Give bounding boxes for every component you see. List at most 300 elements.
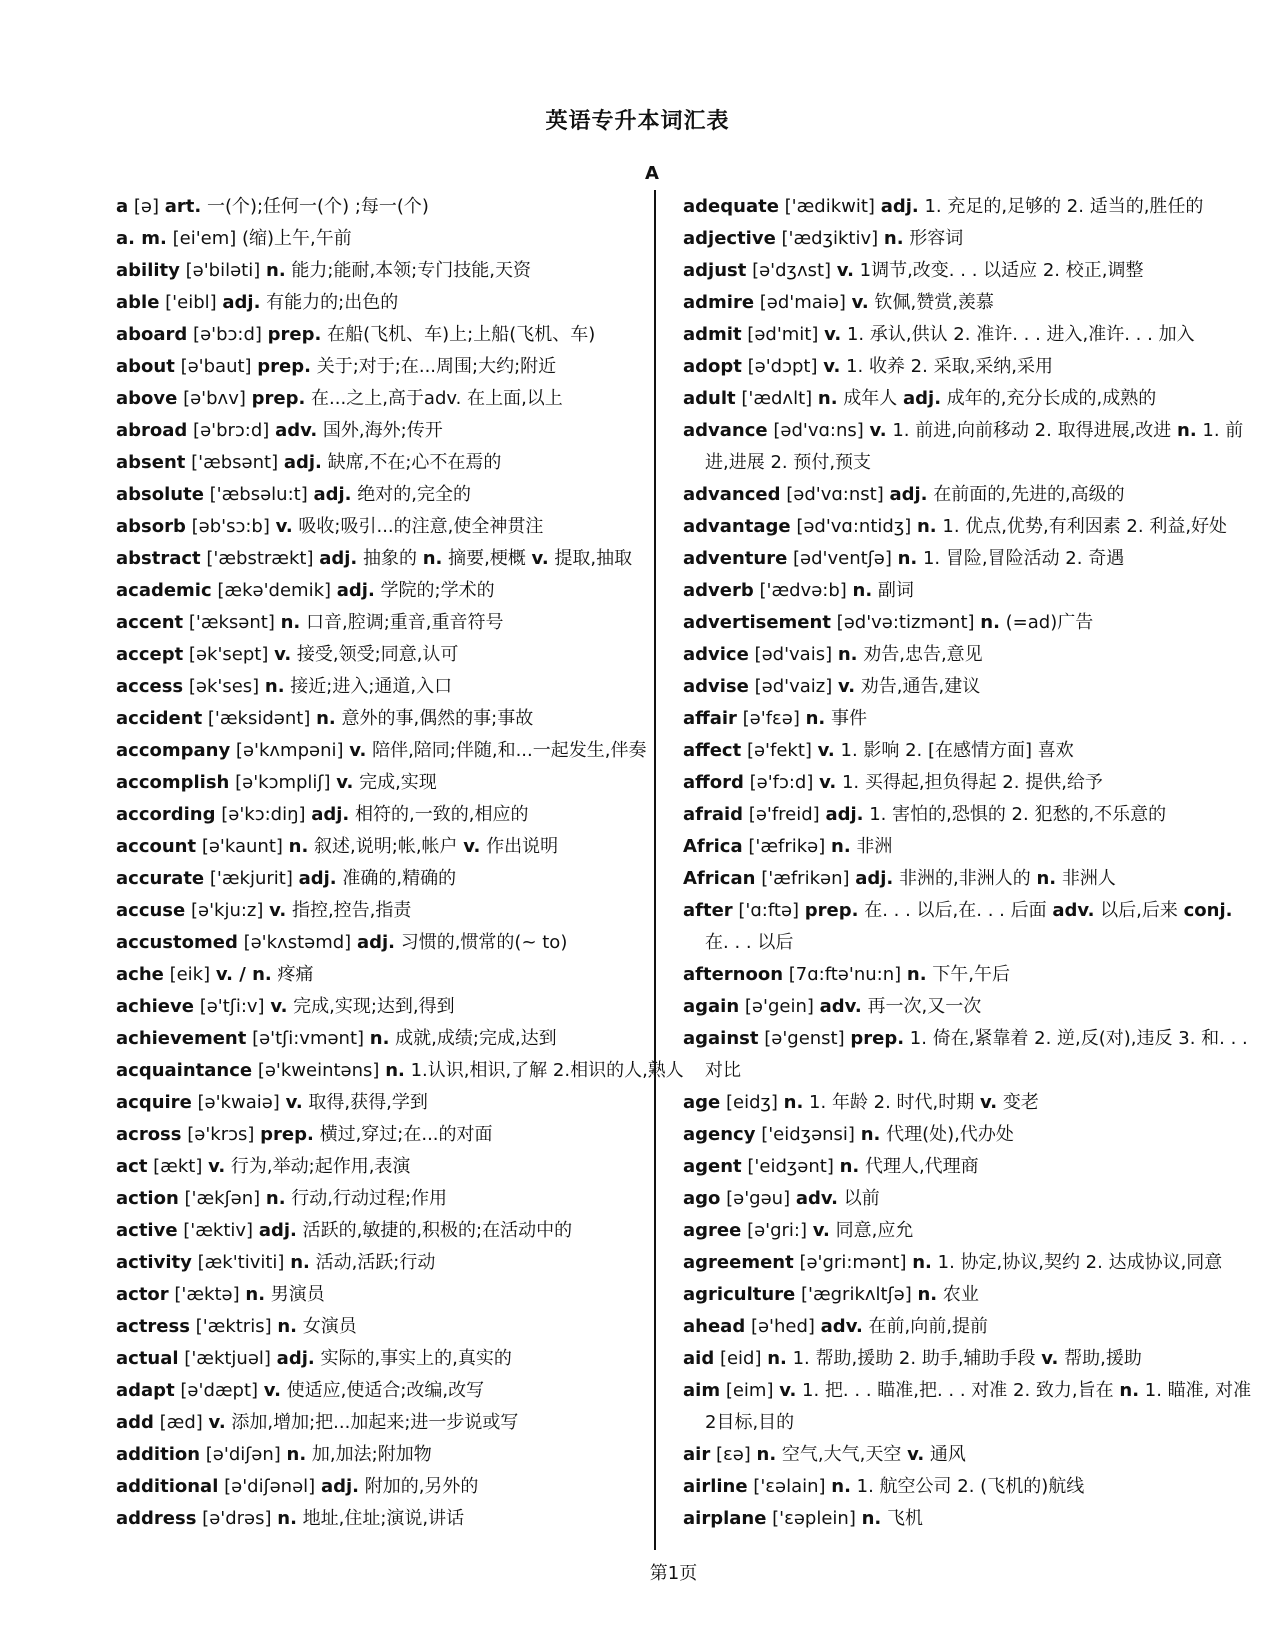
vocab-entry [683, 287, 1253, 319]
entry-word: able [116, 292, 160, 313]
entry-phonetic: [ei'em] [172, 228, 237, 249]
entry-word: again [683, 996, 740, 1017]
entry-definition: prep. 关于;对于;在...周围;大约;附近 [257, 356, 557, 377]
vocab-entry [683, 863, 1253, 895]
entry-word: advise [683, 676, 749, 697]
entry-word: adequate [683, 196, 779, 217]
entry-phonetic: [əd'maiə] [759, 292, 846, 313]
entry-phonetic: [ə'tʃi:vmənt] [252, 1028, 365, 1049]
vocab-entry [116, 735, 656, 767]
entry-phonetic: ['æktjuəl] [184, 1348, 271, 1369]
entry-word: account [116, 836, 197, 857]
entry-definition: n. 形容词 [883, 228, 964, 249]
entry-definition: n. 1. 航空公司 2. (飞机的)航线 [831, 1476, 1085, 1497]
vocab-entry [116, 1279, 656, 1311]
entry-definition: n. 加,加法;附加物 [286, 1444, 432, 1465]
entry-definition: prep. 横过,穿过;在...的对面 [260, 1124, 493, 1145]
entry-word: advance [683, 420, 768, 441]
entry-phonetic: [ə'fekt] [746, 740, 812, 761]
entry-definition: n. 代理(处),代办处 [860, 1124, 1014, 1145]
vocab-entry [683, 1119, 1253, 1151]
entry-word: affair [683, 708, 737, 729]
entry-phonetic: [ækə'demik] [217, 580, 332, 601]
entry-phonetic: [əd'vaiz] [754, 676, 833, 697]
entry-definition: v. 1. 收养 2. 采取,采纳,采用 [823, 356, 1054, 377]
entry-word: affect [683, 740, 742, 761]
entry-word: academic [116, 580, 212, 601]
entry-definition: adj. 缺席,不在;心不在焉的 [283, 452, 502, 473]
entry-phonetic: ['æktə] [174, 1284, 240, 1305]
entry-word: accident [116, 708, 203, 729]
entry-definition: adj. 活跃的,敏捷的,积极的;在活动中的 [258, 1220, 573, 1241]
vocab-entry [683, 671, 1253, 703]
entry-word: according [116, 804, 216, 825]
entry-phonetic: [əd'vɑ:ns] [773, 420, 864, 441]
entry-word: airplane [683, 1508, 767, 1529]
entry-definition: art. 一(个);任何一(个) ;每一(个) [164, 196, 429, 217]
vocab-entry [683, 959, 1253, 991]
entry-definition: v. 1. 影响 2. [在感情方面] 喜欢 [817, 740, 1074, 761]
entry-definition: adj. 1. 害怕的,恐惧的 2. 犯愁的,不乐意的 [825, 804, 1167, 825]
entry-definition: v. 1. 承认,供认 2. 准许. . . 进入,准许. . . 加入 [824, 324, 1195, 345]
entry-word: African [683, 868, 756, 889]
entry-definition: v. 接受,领受;同意,认可 [274, 644, 459, 665]
entry-definition: v. 指控,控告,指责 [269, 900, 412, 921]
entry-definition: n. 1.认识,相识,了解 2.相识的人,熟人 [385, 1060, 684, 1081]
entry-phonetic: [ə'diʃənəl] [224, 1476, 316, 1497]
entry-phonetic: [ə'dɔpt] [747, 356, 818, 377]
entry-phonetic: [ækt] [153, 1156, 203, 1177]
entry-phonetic: [ə'baut] [180, 356, 252, 377]
entry-phonetic: ['æbstrækt] [206, 548, 314, 569]
entry-definition: adj. 习惯的,惯常的(~ to) [356, 932, 568, 953]
entry-definition: n. 代理人,代理商 [839, 1156, 979, 1177]
vocab-entry [116, 671, 656, 703]
entry-definition: n. 活动,活跃;行动 [290, 1252, 436, 1273]
vocab-entry [116, 863, 656, 895]
entry-definition: adj. 学院的;学术的 [336, 580, 495, 601]
vocab-entry [116, 223, 656, 255]
entry-definition: v. 取得,获得,学到 [285, 1092, 428, 1113]
entry-phonetic: ['ædʌlt] [741, 388, 813, 409]
entry-phonetic: [ə'krɔs] [187, 1124, 255, 1145]
entry-definition: n. 飞机 [861, 1508, 923, 1529]
entry-phonetic: ['ædʒiktiv] [781, 228, 879, 249]
entry-word: admit [683, 324, 742, 345]
entry-phonetic: ['eidʒənsi] [761, 1124, 855, 1145]
entry-word: accept [116, 644, 184, 665]
entry-word: abstract [116, 548, 201, 569]
entry-word: advantage [683, 516, 791, 537]
entry-phonetic: [əd'vɑ:ntidʒ] [796, 516, 912, 537]
entry-phonetic: [eid] [719, 1348, 762, 1369]
entry-word: airline [683, 1476, 748, 1497]
entry-phonetic: [ə'tʃi:v] [199, 996, 265, 1017]
entry-definition: adj. 1. 充足的,足够的 2. 适当的,胜任的 [880, 196, 1204, 217]
entry-phonetic: [əd'ventʃə] [793, 548, 892, 569]
entry-phonetic: [ə'gri:] [747, 1220, 808, 1241]
entry-definition: n. 成就,成绩;完成,达到 [369, 1028, 557, 1049]
entry-definition: n. 女演员 [277, 1316, 357, 1337]
entry-word: acquaintance [116, 1060, 253, 1081]
entry-definition: v. 添加,增加;把...加起来;进一步说或写 [208, 1412, 519, 1433]
entry-definition: adj. 实际的,事实上的,真实的 [276, 1348, 512, 1369]
vocab-entry [683, 767, 1253, 799]
entry-phonetic: [ə'biləti] [185, 260, 261, 281]
vocab-entry [116, 383, 656, 415]
vocab-entry [116, 639, 656, 671]
entry-phonetic: ['æbsənt] [191, 452, 279, 473]
entry-phonetic: [ə'gri:mənt] [799, 1252, 907, 1273]
vocab-entry [683, 799, 1253, 831]
vocab-entry [116, 703, 656, 735]
entry-definition: n. 1. 帮助,援助 2. 助手,辅助手段 v. 帮助,援助 [767, 1348, 1142, 1369]
left-column [116, 191, 684, 1535]
entry-phonetic: ['æksənt] [188, 612, 275, 633]
entry-definition: prep. 在. . . 以后,在. . . 后面 adv. 以后,后来 conj. 在. . . 以后 [705, 900, 1233, 953]
entry-word: adverb [683, 580, 754, 601]
vocab-entry [683, 511, 1253, 543]
vocab-entry [116, 1055, 684, 1087]
entry-word: adopt [683, 356, 742, 377]
vocab-entry [116, 1471, 656, 1503]
vocab-entry [116, 1247, 656, 1279]
entry-word: actor [116, 1284, 169, 1305]
entry-definition: n. 1. 优点,优势,有利因素 2. 利益,好处 [916, 516, 1228, 537]
entry-phonetic: ['ædvə:b] [759, 580, 847, 601]
entry-phonetic: [ə'fɔ:d] [749, 772, 814, 793]
entry-phonetic: ['æbsəlu:t] [209, 484, 308, 505]
entry-word: adjective [683, 228, 776, 249]
vocab-entry [116, 1023, 656, 1055]
vocab-entry [116, 1215, 656, 1247]
entry-definition: v. 行为,举动;起作用,表演 [208, 1156, 411, 1177]
entry-word: advertisement [683, 612, 831, 633]
vocab-entry [116, 767, 656, 799]
entry-definition: adj. 在前面的,先进的,高级的 [889, 484, 1125, 505]
entry-definition: adv. 在前,向前,提前 [820, 1316, 988, 1337]
vocab-entry [116, 1343, 656, 1375]
entry-phonetic: [əb'sɔ:b] [191, 516, 270, 537]
entry-word: access [116, 676, 184, 697]
vocab-entry [683, 415, 1253, 479]
vocab-entry [683, 319, 1253, 351]
vocab-entry [116, 415, 656, 447]
entry-phonetic: [ə'kʌmpəni] [235, 740, 344, 761]
vocab-entry [116, 1375, 656, 1407]
entry-definition: n. 非洲 [831, 836, 893, 857]
entry-definition: v. 1调节,改变. . . 以适应 2. 校正,调整 [836, 260, 1144, 281]
entry-phonetic: [əd'vɑ:nst] [786, 484, 884, 505]
entry-phonetic: [eim] [725, 1380, 774, 1401]
vocab-entry [116, 1311, 656, 1343]
vocab-entry [683, 1439, 1253, 1471]
vocab-entry [683, 383, 1253, 415]
vocab-entry [683, 703, 1253, 735]
entry-word: agreement [683, 1252, 794, 1273]
entry-word: accent [116, 612, 184, 633]
entry-word: ahead [683, 1316, 746, 1337]
vocab-entry [683, 1087, 1253, 1119]
entry-word: across [116, 1124, 182, 1145]
entry-word: a. m. [116, 228, 167, 249]
entry-word: accustomed [116, 932, 238, 953]
entry-word: absent [116, 452, 186, 473]
vocab-entry [683, 1375, 1253, 1439]
entry-phonetic: ['ædikwit] [784, 196, 875, 217]
entry-definition: n. 行动,行动过程;作用 [265, 1188, 448, 1209]
entry-word: absolute [116, 484, 204, 505]
vocab-entry [683, 223, 1253, 255]
entry-word: aid [683, 1348, 715, 1369]
entry-phonetic: [ə'kweintəns] [257, 1060, 380, 1081]
entry-word: agree [683, 1220, 742, 1241]
entry-phonetic: ['ækʃən] [184, 1188, 261, 1209]
entry-phonetic: [æk'tiviti] [197, 1252, 285, 1273]
vocab-entry [683, 1311, 1253, 1343]
entry-word: accurate [116, 868, 205, 889]
entry-phonetic: [əd'vais] [754, 644, 833, 665]
entry-word: aim [683, 1380, 721, 1401]
entry-word: admire [683, 292, 755, 313]
vocab-entry [683, 831, 1253, 863]
entry-definition: adv. 再一次,又一次 [819, 996, 982, 1017]
entry-word: against [683, 1028, 759, 1049]
vocab-entry [116, 319, 656, 351]
vocab-entry [116, 1183, 656, 1215]
entry-word: acquire [116, 1092, 192, 1113]
entry-word: act [116, 1156, 148, 1177]
entry-definition: n. 1. 冒险,冒险活动 2. 奇遇 [897, 548, 1125, 569]
entry-word: address [116, 1508, 197, 1529]
vocab-entry [116, 351, 656, 383]
entry-phonetic: [ə'diʃən] [205, 1444, 281, 1465]
entry-definition: adj. 相符的,一致的,相应的 [311, 804, 529, 825]
entry-definition: v. 吸收;吸引...的注意,使全神贯注 [275, 516, 544, 537]
entry-phonetic: [ə'freid] [748, 804, 820, 825]
entry-word: additional [116, 1476, 219, 1497]
entry-definition: v. 1. 把. . . 瞄准,把. . . 对准 2. 致力,旨在 n. 1. 瞄准, 对准2目标,目的 [705, 1380, 1252, 1433]
vocab-entry [116, 543, 656, 575]
vocab-entry [116, 831, 656, 863]
entry-phonetic: ['εəplein] [772, 1508, 856, 1529]
vocab-entry [116, 607, 656, 639]
entry-definition: prep. 1. 倚在,紧靠着 2. 逆,反(对),违反 3. 和. . . 对比 [705, 1028, 1248, 1081]
entry-word: agency [683, 1124, 756, 1145]
entry-definition: v. 1. 前进,向前移动 2. 取得进展,改进 n. 1. 前进,进展 2. 预付,预支 [705, 420, 1244, 473]
entry-phonetic: [ə'bʌv] [183, 388, 246, 409]
entry-phonetic: [ə'kaunt] [201, 836, 283, 857]
entry-definition: v. 完成,实现;达到,得到 [270, 996, 455, 1017]
vocab-entry [116, 959, 656, 991]
right-column [683, 191, 1253, 1535]
entry-phonetic: ['eidʒənt] [747, 1156, 834, 1177]
entry-word: about [116, 356, 175, 377]
entry-word: agriculture [683, 1284, 796, 1305]
entry-word: above [116, 388, 178, 409]
vocab-entry [116, 479, 656, 511]
vocab-entry [683, 1503, 1253, 1535]
entry-definition: n. 事件 [805, 708, 867, 729]
entry-word: ability [116, 260, 180, 281]
entry-phonetic: [ək'sept] [188, 644, 269, 665]
entry-word: actress [116, 1316, 190, 1337]
entry-phonetic: [əd'mit] [747, 324, 819, 345]
entry-word: ache [116, 964, 164, 985]
entry-phonetic: [ək'ses] [188, 676, 260, 697]
entry-word: achievement [116, 1028, 247, 1049]
entry-word: afraid [683, 804, 744, 825]
entry-word: a [116, 196, 129, 217]
entry-definition: v. 劝告,通告,建议 [837, 676, 981, 697]
vocab-entry [683, 895, 1253, 959]
vocab-entry [116, 511, 656, 543]
entry-word: accuse [116, 900, 186, 921]
entry-definition: v. 同意,应允 [812, 1220, 914, 1241]
entry-phonetic: ['eibl] [165, 292, 217, 313]
entry-phonetic: [ə'dæpt] [180, 1380, 259, 1401]
entry-definition: n. 劝告,忠告,意见 [837, 644, 983, 665]
entry-word: accompany [116, 740, 231, 761]
vocab-entry [116, 447, 656, 479]
section-letter: A [645, 163, 659, 184]
entry-phonetic: ['æksidənt] [207, 708, 311, 729]
vocab-entry [116, 1119, 656, 1151]
entry-phonetic: [eik] [169, 964, 211, 985]
entry-phonetic: ['æfrikən] [761, 868, 850, 889]
vocab-entry [683, 1023, 1253, 1087]
vocab-entry [683, 543, 1253, 575]
entry-phonetic: [ə'dʒʌst] [752, 260, 832, 281]
vocab-entry [683, 255, 1253, 287]
entry-word: achieve [116, 996, 194, 1017]
vocab-entry [116, 927, 656, 959]
entry-phonetic: [æd] [159, 1412, 203, 1433]
entry-definition: prep. 在...之上,高于adv. 在上面,以上 [251, 388, 563, 409]
entry-definition: adj. 抽象的 n. 摘要,梗概 v. 提取,抽取 [319, 548, 633, 569]
entry-word: adult [683, 388, 736, 409]
entry-phonetic: ['æktris] [195, 1316, 272, 1337]
entry-phonetic: [ə'genst] [764, 1028, 845, 1049]
entry-definition: n. 1. 年龄 2. 时代,时期 v. 变老 [783, 1092, 1039, 1113]
entry-phonetic: ['εəlain] [753, 1476, 826, 1497]
vocab-entry [116, 575, 656, 607]
entry-word: active [116, 1220, 178, 1241]
entry-definition: v. 完成,实现 [336, 772, 437, 793]
entry-phonetic: ['æktiv] [183, 1220, 254, 1241]
entry-word: adapt [116, 1380, 175, 1401]
entry-word: age [683, 1092, 721, 1113]
entry-phonetic: [ə'brɔ:d] [193, 420, 270, 441]
entry-definition: v. 钦佩,赞赏,羡慕 [851, 292, 994, 313]
entry-definition: (缩)上午,午前 [242, 228, 352, 249]
entry-definition: adj. 准确的,精确的 [298, 868, 457, 889]
entry-word: actual [116, 1348, 179, 1369]
vocab-entry [116, 895, 656, 927]
entry-phonetic: [ə'hed] [750, 1316, 815, 1337]
entry-definition: v. 1. 买得起,担负得起 2. 提供,给予 [819, 772, 1103, 793]
vocab-entry [683, 735, 1253, 767]
entry-phonetic: [ə'kwaiə] [197, 1092, 280, 1113]
vocab-entry [683, 479, 1253, 511]
vocab-entry [683, 639, 1253, 671]
entry-phonetic: [eidʒ] [725, 1092, 778, 1113]
entry-definition: adv. 以前 [795, 1188, 880, 1209]
entry-definition: v. 陪伴,陪同;伴随,和...一起发生,伴奏 [349, 740, 647, 761]
vocab-entry [683, 991, 1253, 1023]
entry-phonetic: [ə'kɔ:diŋ] [221, 804, 306, 825]
entry-definition: n. 接近;进入;通道,入口 [264, 676, 453, 697]
entry-definition: n. (=ad)广告 [980, 612, 1094, 633]
entry-definition: n. 副词 [852, 580, 914, 601]
vocab-entry [683, 1343, 1253, 1375]
entry-definition: adj. 非洲的,非洲人的 n. 非洲人 [855, 868, 1116, 889]
entry-word: activity [116, 1252, 192, 1273]
entry-phonetic: [ə'fɛə] [742, 708, 800, 729]
entry-definition: n. 口音,腔调;重音,重音符号 [280, 612, 504, 633]
vocab-entry [116, 1407, 656, 1439]
vocab-entry [683, 1183, 1253, 1215]
entry-phonetic: [ə'kʌstəmd] [243, 932, 352, 953]
vocab-entry [683, 607, 1253, 639]
entry-phonetic: [ə'kju:z] [190, 900, 264, 921]
vocab-entry [116, 1087, 656, 1119]
entry-definition: n. 1. 协定,协议,契约 2. 达成协议,同意 [912, 1252, 1223, 1273]
vocab-entry [116, 1439, 656, 1471]
page-footer: 第1页 [649, 1563, 698, 1584]
entry-word: agent [683, 1156, 742, 1177]
entry-definition: adj. 附加的,另外的 [320, 1476, 479, 1497]
entry-word: advice [683, 644, 749, 665]
entry-word: air [683, 1444, 711, 1465]
entry-phonetic: [ə] [133, 196, 160, 217]
entry-word: Africa [683, 836, 743, 857]
entry-definition: prep. 在船(飞机、车)上;上船(飞机、车) [267, 324, 596, 345]
vocab-entry [683, 1279, 1253, 1311]
vocab-entry [116, 1151, 656, 1183]
entry-phonetic: [ə'gein] [744, 996, 814, 1017]
vocab-entry [683, 351, 1253, 383]
entry-word: abroad [116, 420, 188, 441]
entry-phonetic: ['ɑ:ftə] [738, 900, 800, 921]
entry-phonetic: [ə'gəu] [726, 1188, 791, 1209]
entry-word: add [116, 1412, 154, 1433]
vocab-entry [683, 1215, 1253, 1247]
entry-definition: n. 地址,住址;演说,讲话 [277, 1508, 465, 1529]
page-title: 英语专升本词汇表 [545, 109, 730, 134]
entry-word: afford [683, 772, 744, 793]
entry-definition: n. 意外的事,偶然的事;事故 [316, 708, 534, 729]
entry-phonetic: [ə'bɔ:d] [193, 324, 262, 345]
vocab-entry [683, 1247, 1253, 1279]
vocab-entry [116, 287, 656, 319]
entry-word: action [116, 1188, 179, 1209]
entry-word: ago [683, 1188, 721, 1209]
entry-definition: n. 农业 [917, 1284, 979, 1305]
entry-word: after [683, 900, 733, 921]
entry-word: accomplish [116, 772, 230, 793]
entry-definition: adj. 绝对的,完全的 [313, 484, 471, 505]
entry-definition: n. 空气,大气,天空 v. 通风 [756, 1444, 966, 1465]
entry-phonetic: ['ægrikʌltʃə] [800, 1284, 912, 1305]
entry-definition: v. 使适应,使适合;改编,改写 [263, 1380, 485, 1401]
entry-phonetic: [ə'kɔmpliʃ] [235, 772, 331, 793]
entry-word: adventure [683, 548, 788, 569]
entry-phonetic: [εə] [715, 1444, 751, 1465]
entry-definition: v. / n. 疼痛 [215, 964, 314, 985]
entry-phonetic: ['æfrikə] [748, 836, 826, 857]
vocab-entry [116, 799, 656, 831]
